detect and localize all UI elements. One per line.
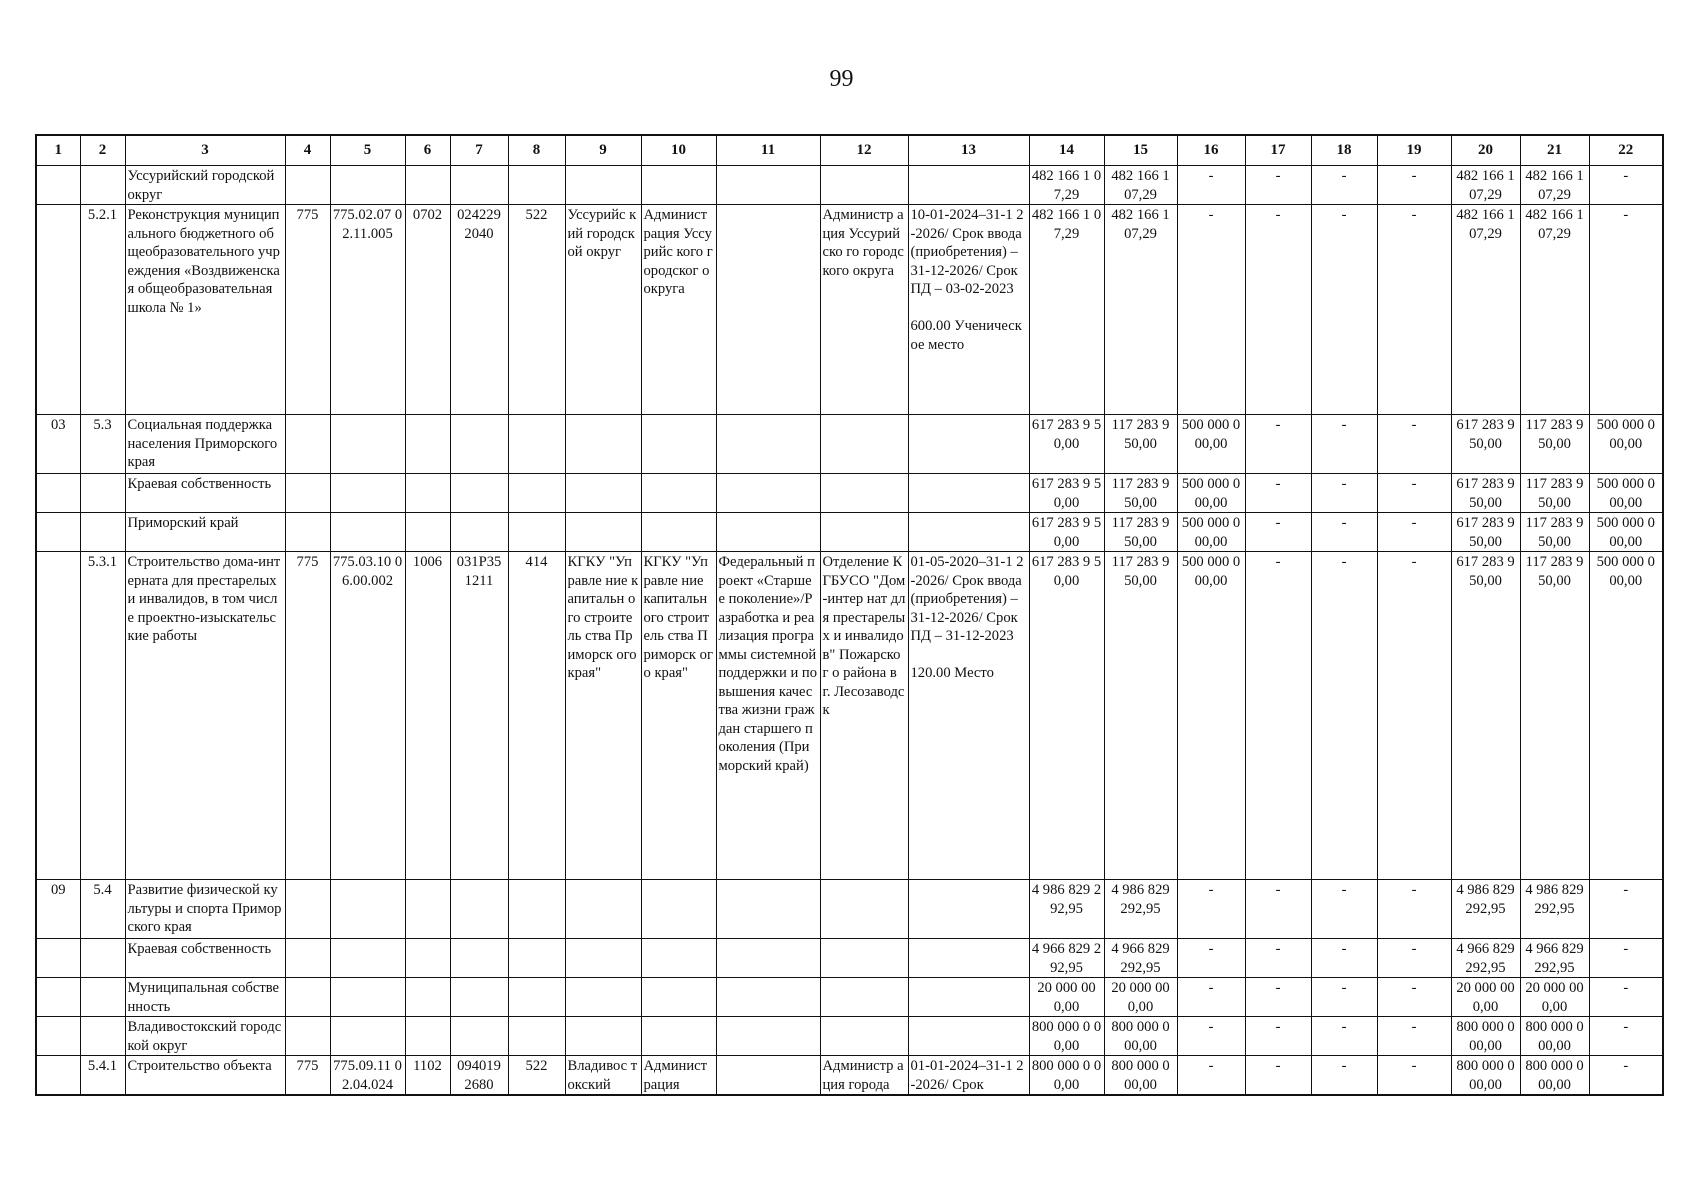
table-header — [36, 135, 1663, 166]
cell-col-2 — [80, 1017, 125, 1056]
cell-col-13 — [908, 978, 1029, 1017]
cell-col-10 — [641, 939, 716, 978]
cell-col-11: Федеральный проект «Старшее поколение»/Р азработка и реализация программы системной поддержки и повышения качества жизни граждан старшего поколения (Приморский край) — [716, 552, 820, 880]
cell-col-8 — [508, 939, 565, 978]
cell-col-15: 482 166 1 07,29 — [1104, 205, 1177, 415]
column-header-15: 15 — [1104, 135, 1177, 166]
cell-col-18: - — [1311, 513, 1377, 552]
cell-col-8 — [508, 166, 565, 205]
cell-col-5: 775.03.10 06.00.002 — [330, 552, 405, 880]
cell-col-5 — [330, 166, 405, 205]
column-header-18: 18 — [1311, 135, 1377, 166]
cell-col-9 — [565, 939, 641, 978]
cell-col-20: 617 283 9 50,00 — [1451, 513, 1520, 552]
cell-col-22: 500 000 0 00,00 — [1589, 474, 1663, 513]
cell-col-14: 4 966 829 292,95 — [1029, 939, 1104, 978]
column-header-1: 1 — [36, 135, 80, 166]
cell-col-10 — [641, 978, 716, 1017]
cell-col-4 — [285, 166, 330, 205]
cell-col-12 — [820, 1017, 908, 1056]
cell-col-5 — [330, 474, 405, 513]
cell-col-7: 094019 2680 — [450, 1056, 508, 1096]
table-row — [36, 166, 1663, 205]
cell-col-14: 482 166 1 07,29 — [1029, 166, 1104, 205]
cell-col-18: - — [1311, 205, 1377, 415]
cell-col-3: Развитие физической культуры и спорта Приморского края — [125, 880, 285, 939]
cell-col-18: - — [1311, 552, 1377, 880]
cell-col-9: КГКУ "Управле ние капитальн ого строитель ства Приморск ого края" — [565, 552, 641, 880]
cell-col-3: Краевая собственность — [125, 474, 285, 513]
cell-col-16: 500 000 0 00,00 — [1177, 552, 1245, 880]
cell-col-5 — [330, 880, 405, 939]
cell-col-18: - — [1311, 166, 1377, 205]
column-header-6: 6 — [405, 135, 450, 166]
column-header-20: 20 — [1451, 135, 1520, 166]
cell-col-18: - — [1311, 978, 1377, 1017]
cell-col-12 — [820, 474, 908, 513]
column-header-3: 3 — [125, 135, 285, 166]
cell-col-21: 800 000 0 00,00 — [1520, 1017, 1589, 1056]
cell-col-19: - — [1377, 166, 1451, 205]
cell-col-1 — [36, 552, 80, 880]
cell-col-3: Муниципальная собственность — [125, 978, 285, 1017]
cell-col-6: 1102 — [405, 1056, 450, 1096]
cell-col-19: - — [1377, 1017, 1451, 1056]
cell-col-21: 482 166 1 07,29 — [1520, 205, 1589, 415]
cell-col-16: 500 000 0 00,00 — [1177, 513, 1245, 552]
table-row — [36, 474, 1663, 513]
cell-col-15: 117 283 9 50,00 — [1104, 415, 1177, 474]
cell-col-18: - — [1311, 880, 1377, 939]
cell-col-11 — [716, 415, 820, 474]
cell-col-17: - — [1245, 939, 1311, 978]
cell-col-5: 775.02.07 02.11.005 — [330, 205, 405, 415]
cell-col-14: 617 283 9 50,00 — [1029, 552, 1104, 880]
cell-col-6: 0702 — [405, 205, 450, 415]
cell-col-2 — [80, 939, 125, 978]
cell-col-4: 775 — [285, 552, 330, 880]
cell-col-19: - — [1377, 415, 1451, 474]
cell-col-21: 117 283 9 50,00 — [1520, 552, 1589, 880]
cell-col-4 — [285, 474, 330, 513]
cell-col-5 — [330, 513, 405, 552]
cell-col-15: 117 283 9 50,00 — [1104, 474, 1177, 513]
cell-col-4: 775 — [285, 205, 330, 415]
cell-col-18: - — [1311, 1017, 1377, 1056]
cell-col-1 — [36, 939, 80, 978]
table-row — [36, 978, 1663, 1017]
cell-col-9 — [565, 415, 641, 474]
cell-col-3: Социальная поддержка населения Приморского края — [125, 415, 285, 474]
cell-col-12: Администр ация Уссурийско го городского округа — [820, 205, 908, 415]
cell-col-11 — [716, 978, 820, 1017]
cell-col-20: 617 283 9 50,00 — [1451, 552, 1520, 880]
cell-col-21: 482 166 1 07,29 — [1520, 166, 1589, 205]
cell-col-15: 4 966 829 292,95 — [1104, 939, 1177, 978]
cell-col-7 — [450, 474, 508, 513]
cell-col-8 — [508, 880, 565, 939]
cell-col-3: Приморский край — [125, 513, 285, 552]
cell-col-6 — [405, 513, 450, 552]
cell-col-3: Краевая собственность — [125, 939, 285, 978]
cell-col-20: 4 966 829 292,95 — [1451, 939, 1520, 978]
cell-col-10 — [641, 1017, 716, 1056]
cell-col-21: 800 000 0 00,00 — [1520, 1056, 1589, 1096]
cell-col-6 — [405, 939, 450, 978]
column-header-19: 19 — [1377, 135, 1451, 166]
cell-col-15: 4 986 829 292,95 — [1104, 880, 1177, 939]
cell-col-8 — [508, 415, 565, 474]
column-header-14: 14 — [1029, 135, 1104, 166]
cell-col-22: - — [1589, 1056, 1663, 1096]
cell-col-1 — [36, 978, 80, 1017]
column-header-11: 11 — [716, 135, 820, 166]
table-row — [36, 880, 1663, 939]
column-header-2: 2 — [80, 135, 125, 166]
cell-col-17: - — [1245, 978, 1311, 1017]
cell-col-16: 500 000 0 00,00 — [1177, 415, 1245, 474]
cell-col-6 — [405, 166, 450, 205]
cell-col-1: 03 — [36, 415, 80, 474]
cell-col-12 — [820, 939, 908, 978]
column-header-12: 12 — [820, 135, 908, 166]
cell-col-18: - — [1311, 1056, 1377, 1096]
cell-col-12 — [820, 880, 908, 939]
cell-col-8 — [508, 1017, 565, 1056]
cell-col-20: 482 166 1 07,29 — [1451, 166, 1520, 205]
cell-col-19: - — [1377, 205, 1451, 415]
cell-col-7: 031P35 1211 — [450, 552, 508, 880]
table-row — [36, 939, 1663, 978]
cell-col-2 — [80, 166, 125, 205]
data-table — [35, 134, 1664, 1096]
cell-col-3: Владивостокский городской округ — [125, 1017, 285, 1056]
cell-col-3: Строительство дома-интерната для престарелых и инвалидов, в том числе проектно-изыскательс кие работы — [125, 552, 285, 880]
column-header-22: 22 — [1589, 135, 1663, 166]
cell-col-21: 4 986 829 292,95 — [1520, 880, 1589, 939]
cell-col-19: - — [1377, 978, 1451, 1017]
cell-col-2: 5.4 — [80, 880, 125, 939]
cell-col-9 — [565, 474, 641, 513]
cell-col-7 — [450, 1017, 508, 1056]
cell-col-15: 117 283 9 50,00 — [1104, 552, 1177, 880]
column-header-7: 7 — [450, 135, 508, 166]
column-header-13: 13 — [908, 135, 1029, 166]
cell-col-10: КГКУ "Управле ние капитальн ого строитель ства Приморск ого края" — [641, 552, 716, 880]
table-body — [36, 166, 1663, 1096]
column-header-16: 16 — [1177, 135, 1245, 166]
cell-col-15: 117 283 9 50,00 — [1104, 513, 1177, 552]
column-header-8: 8 — [508, 135, 565, 166]
cell-col-14: 20 000 00 0,00 — [1029, 978, 1104, 1017]
table-row — [36, 1017, 1663, 1056]
cell-col-16: - — [1177, 166, 1245, 205]
cell-col-9 — [565, 1017, 641, 1056]
cell-col-14: 482 166 1 07,29 — [1029, 205, 1104, 415]
cell-col-5 — [330, 415, 405, 474]
cell-col-22: - — [1589, 205, 1663, 415]
cell-col-16: - — [1177, 939, 1245, 978]
cell-col-18: - — [1311, 474, 1377, 513]
cell-col-11 — [716, 1056, 820, 1096]
cell-col-10 — [641, 415, 716, 474]
cell-col-20: 20 000 00 0,00 — [1451, 978, 1520, 1017]
cell-col-22: - — [1589, 1017, 1663, 1056]
cell-col-13 — [908, 166, 1029, 205]
cell-col-10 — [641, 513, 716, 552]
cell-col-9 — [565, 978, 641, 1017]
cell-col-1 — [36, 513, 80, 552]
cell-col-12: Отделение КГБУСО "Дом-интер нат для престарелы х и инвалидов" Пожарског о района в г. Лесозаводс к — [820, 552, 908, 880]
cell-col-13: 01-01-2024–31-1 2-2026/ Срок — [908, 1056, 1029, 1096]
cell-col-15: 800 000 0 00,00 — [1104, 1017, 1177, 1056]
cell-col-16: - — [1177, 1056, 1245, 1096]
cell-col-19: - — [1377, 1056, 1451, 1096]
cell-col-6 — [405, 415, 450, 474]
cell-col-17: - — [1245, 1056, 1311, 1096]
cell-col-10: Админист рация Уссурийс кого городског о округа — [641, 205, 716, 415]
cell-col-20: 617 283 9 50,00 — [1451, 474, 1520, 513]
table-row — [36, 1056, 1663, 1096]
cell-col-3: Реконструкция муниципального бюджетного общеобразовательного учреждения «Воздвиженская общеобразовательная школа № 1» — [125, 205, 285, 415]
cell-col-19: - — [1377, 880, 1451, 939]
cell-col-7 — [450, 513, 508, 552]
cell-col-17: - — [1245, 1017, 1311, 1056]
cell-col-19: - — [1377, 513, 1451, 552]
cell-col-2: 5.3 — [80, 415, 125, 474]
cell-col-10 — [641, 880, 716, 939]
table-row — [36, 205, 1663, 415]
column-header-10: 10 — [641, 135, 716, 166]
cell-col-13 — [908, 513, 1029, 552]
cell-col-17: - — [1245, 415, 1311, 474]
cell-col-7 — [450, 880, 508, 939]
cell-col-5 — [330, 978, 405, 1017]
cell-col-22: - — [1589, 939, 1663, 978]
cell-col-6 — [405, 1017, 450, 1056]
cell-col-1 — [36, 205, 80, 415]
cell-col-9 — [565, 166, 641, 205]
column-header-4: 4 — [285, 135, 330, 166]
cell-col-4: 775 — [285, 1056, 330, 1096]
column-header-17: 17 — [1245, 135, 1311, 166]
table-row — [36, 415, 1663, 474]
cell-col-9: Владивос токский — [565, 1056, 641, 1096]
cell-col-16: 500 000 0 00,00 — [1177, 474, 1245, 513]
cell-col-6: 1006 — [405, 552, 450, 880]
cell-col-17: - — [1245, 474, 1311, 513]
cell-col-2 — [80, 474, 125, 513]
cell-col-21: 4 966 829 292,95 — [1520, 939, 1589, 978]
cell-col-14: 800 000 0 00,00 — [1029, 1017, 1104, 1056]
column-header-21: 21 — [1520, 135, 1589, 166]
table-row — [36, 513, 1663, 552]
cell-col-12: Администр ация города — [820, 1056, 908, 1096]
cell-col-22: 500 000 0 00,00 — [1589, 513, 1663, 552]
cell-col-3: Строительство объекта — [125, 1056, 285, 1096]
cell-col-7 — [450, 978, 508, 1017]
cell-col-16: - — [1177, 978, 1245, 1017]
header-row — [36, 135, 1663, 166]
cell-col-2: 5.4.1 — [80, 1056, 125, 1096]
cell-col-7 — [450, 166, 508, 205]
cell-col-14: 800 000 0 00,00 — [1029, 1056, 1104, 1096]
cell-col-8 — [508, 474, 565, 513]
cell-col-17: - — [1245, 166, 1311, 205]
cell-col-1 — [36, 474, 80, 513]
cell-col-7 — [450, 939, 508, 978]
cell-col-20: 800 000 0 00,00 — [1451, 1056, 1520, 1096]
cell-col-18: - — [1311, 415, 1377, 474]
cell-col-2 — [80, 513, 125, 552]
cell-col-4 — [285, 1017, 330, 1056]
cell-col-1 — [36, 1017, 80, 1056]
cell-col-8: 522 — [508, 205, 565, 415]
cell-col-20: 800 000 0 00,00 — [1451, 1017, 1520, 1056]
cell-col-21: 117 283 9 50,00 — [1520, 474, 1589, 513]
cell-col-11 — [716, 474, 820, 513]
cell-col-21: 117 283 9 50,00 — [1520, 415, 1589, 474]
cell-col-2: 5.3.1 — [80, 552, 125, 880]
cell-col-15: 20 000 00 0,00 — [1104, 978, 1177, 1017]
cell-col-17: - — [1245, 880, 1311, 939]
cell-col-13 — [908, 474, 1029, 513]
cell-col-15: 800 000 0 00,00 — [1104, 1056, 1177, 1096]
cell-col-8 — [508, 513, 565, 552]
cell-col-4 — [285, 939, 330, 978]
cell-col-22: - — [1589, 880, 1663, 939]
cell-col-7: 024229 2040 — [450, 205, 508, 415]
cell-col-13 — [908, 880, 1029, 939]
cell-col-2 — [80, 978, 125, 1017]
cell-col-11 — [716, 205, 820, 415]
cell-col-8: 522 — [508, 1056, 565, 1096]
cell-col-3: Уссурийский городской округ — [125, 166, 285, 205]
cell-col-17: - — [1245, 552, 1311, 880]
column-header-5: 5 — [330, 135, 405, 166]
cell-col-11 — [716, 513, 820, 552]
cell-col-13: 01-05-2020–31-1 2-2026/ Срок ввода (приобретения) – 31-12-2026/ Срок ПД – 31-12-2023 120.00 Место — [908, 552, 1029, 880]
cell-col-11 — [716, 1017, 820, 1056]
cell-col-13 — [908, 939, 1029, 978]
cell-col-13: 10-01-2024–31-1 2-2026/ Срок ввода (приобретения) – 31-12-2026/ Срок ПД – 03-02-2023 600.00 Ученическое место — [908, 205, 1029, 415]
cell-col-6 — [405, 474, 450, 513]
cell-col-22: 500 000 0 00,00 — [1589, 415, 1663, 474]
cell-col-16: - — [1177, 205, 1245, 415]
cell-col-15: 482 166 1 07,29 — [1104, 166, 1177, 205]
cell-col-21: 117 283 9 50,00 — [1520, 513, 1589, 552]
cell-col-7 — [450, 415, 508, 474]
cell-col-21: 20 000 00 0,00 — [1520, 978, 1589, 1017]
cell-col-17: - — [1245, 205, 1311, 415]
cell-col-19: - — [1377, 552, 1451, 880]
cell-col-5 — [330, 1017, 405, 1056]
cell-col-12 — [820, 978, 908, 1017]
cell-col-11 — [716, 939, 820, 978]
column-header-9: 9 — [565, 135, 641, 166]
cell-col-6 — [405, 880, 450, 939]
cell-col-9: Уссурийс кий городской округ — [565, 205, 641, 415]
page-number: 99 — [829, 66, 854, 92]
cell-col-22: 500 000 0 00,00 — [1589, 552, 1663, 880]
cell-col-19: - — [1377, 939, 1451, 978]
cell-col-12 — [820, 415, 908, 474]
cell-col-2: 5.2.1 — [80, 205, 125, 415]
cell-col-13 — [908, 1017, 1029, 1056]
cell-col-1: 09 — [36, 880, 80, 939]
cell-col-19: - — [1377, 474, 1451, 513]
cell-col-10 — [641, 474, 716, 513]
cell-col-16: - — [1177, 880, 1245, 939]
cell-col-9 — [565, 513, 641, 552]
cell-col-16: - — [1177, 1017, 1245, 1056]
cell-col-1 — [36, 1056, 80, 1096]
cell-col-1 — [36, 166, 80, 205]
cell-col-9 — [565, 880, 641, 939]
cell-col-22: - — [1589, 978, 1663, 1017]
cell-col-20: 4 986 829 292,95 — [1451, 880, 1520, 939]
table-row — [36, 552, 1663, 880]
cell-col-4 — [285, 513, 330, 552]
cell-col-8 — [508, 978, 565, 1017]
cell-col-12 — [820, 513, 908, 552]
cell-col-4 — [285, 880, 330, 939]
cell-col-20: 617 283 9 50,00 — [1451, 415, 1520, 474]
cell-col-5: 775.09.11 02.04.024 — [330, 1056, 405, 1096]
cell-col-5 — [330, 939, 405, 978]
cell-col-4 — [285, 415, 330, 474]
cell-col-14: 4 986 829 292,95 — [1029, 880, 1104, 939]
cell-col-17: - — [1245, 513, 1311, 552]
cell-col-14: 617 283 9 50,00 — [1029, 415, 1104, 474]
cell-col-20: 482 166 1 07,29 — [1451, 205, 1520, 415]
cell-col-11 — [716, 880, 820, 939]
cell-col-14: 617 283 9 50,00 — [1029, 474, 1104, 513]
cell-col-22: - — [1589, 166, 1663, 205]
cell-col-4 — [285, 978, 330, 1017]
cell-col-14: 617 283 9 50,00 — [1029, 513, 1104, 552]
cell-col-13 — [908, 415, 1029, 474]
cell-col-18: - — [1311, 939, 1377, 978]
cell-col-8: 414 — [508, 552, 565, 880]
cell-col-10: Админист рация — [641, 1056, 716, 1096]
cell-col-10 — [641, 166, 716, 205]
cell-col-11 — [716, 166, 820, 205]
cell-col-12 — [820, 166, 908, 205]
cell-col-6 — [405, 978, 450, 1017]
